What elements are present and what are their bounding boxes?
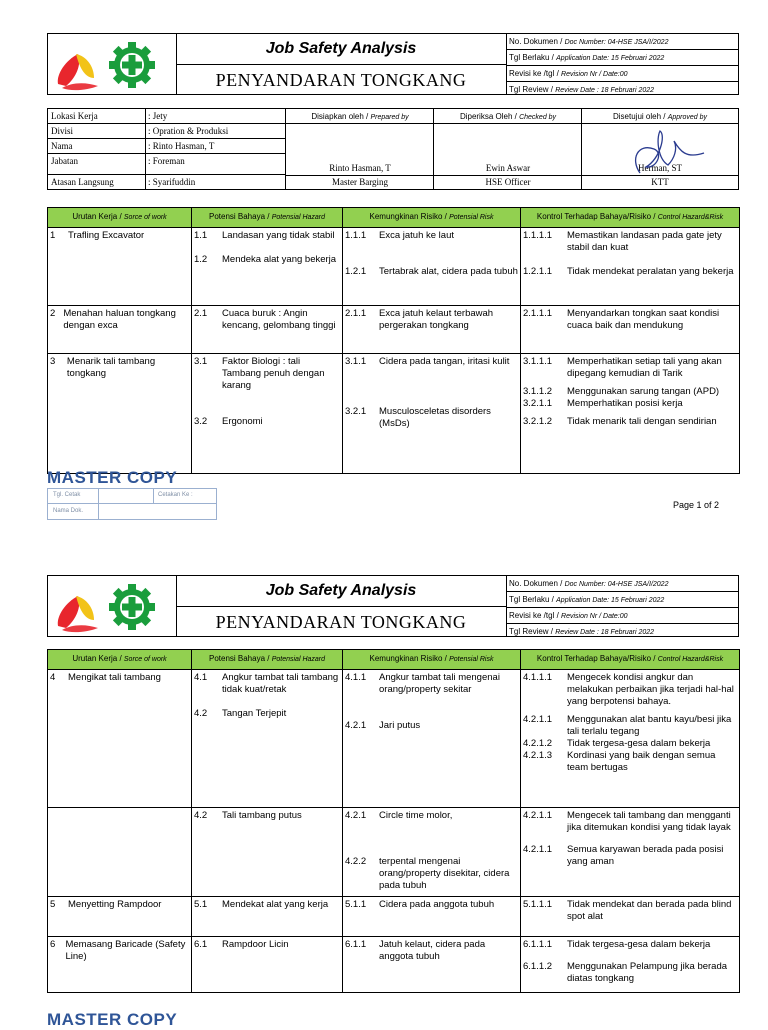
step-text: Menyetting Rampdoor bbox=[68, 899, 162, 910]
control-text: Mengecek kondisi angkur dan melakukan perbaikan jika terjadi hal-hal yang berpotensi bahaya. bbox=[567, 672, 734, 707]
company-logo bbox=[48, 34, 177, 94]
risk-text: Circle time molor, bbox=[379, 810, 453, 821]
hazard-number: 1.2 bbox=[194, 254, 208, 265]
value-jabatan: : Foreman bbox=[146, 154, 286, 175]
hazard-number: 3.1 bbox=[194, 356, 208, 367]
revision-row: Revisi ke /tgl / Revision Nr / Date:00 bbox=[506, 608, 738, 624]
control-text: Tidak mendekat dan berada pada blind spot alat bbox=[567, 899, 732, 922]
risk-entry bbox=[345, 939, 518, 963]
control-cell bbox=[521, 937, 740, 993]
hazard-entry bbox=[194, 416, 340, 428]
control-number: 4.2.1.1 bbox=[523, 714, 553, 725]
step-text: Memasang Baricade (Safety Line) bbox=[65, 939, 186, 962]
control-text: Tidak tergesa-gesa dalam bekerja bbox=[567, 939, 711, 950]
risk-cell bbox=[343, 897, 521, 937]
jsa-table-page-2 bbox=[47, 649, 740, 993]
hazard-number: 3.2 bbox=[194, 416, 208, 427]
risk-number: 1.1.1 bbox=[345, 230, 367, 241]
table-row bbox=[48, 306, 740, 354]
hazard-number: 5.1 bbox=[194, 899, 208, 910]
risk-number: 2.1.1 bbox=[345, 308, 367, 319]
control-text: Menggunakan Pelampung jika berada diatas tongkang bbox=[567, 961, 728, 984]
checked-by-header: Diperiksa Oleh / Checked by bbox=[434, 109, 582, 124]
hazard-number: 4.1 bbox=[194, 672, 208, 683]
control-text: Memperhatikan setiap tali yang akan dipegang kemudian di Tarik bbox=[567, 356, 722, 379]
header-potential-hazard: Potensi Bahaya / Potensial Hazard bbox=[192, 208, 343, 228]
work-step-cell bbox=[48, 354, 192, 474]
control-entry bbox=[523, 416, 737, 428]
risk-entry bbox=[345, 406, 518, 430]
jsa-table-header bbox=[48, 650, 740, 670]
step-number: 4 bbox=[50, 672, 56, 683]
master-copy-stamp-page-2 bbox=[47, 1010, 215, 1030]
header-source-of-work: Urutan Kerja / Sorce of work bbox=[48, 650, 192, 670]
control-entry bbox=[523, 939, 737, 951]
step-text: Menarik tali tambang tongkang bbox=[66, 356, 156, 379]
control-entry bbox=[523, 230, 737, 254]
checked-role: HSE Officer bbox=[485, 177, 531, 187]
control-entry bbox=[523, 308, 737, 332]
control-entry bbox=[523, 961, 737, 985]
control-entry bbox=[523, 844, 737, 868]
header-control: Kontrol Terhadap Bahaya/Risiko / Control Hazard&Risk bbox=[521, 650, 740, 670]
hazard-cell bbox=[192, 354, 343, 474]
step-text: Trafling Excavator bbox=[68, 230, 145, 241]
k3-logo-icon bbox=[48, 34, 176, 94]
work-step-cell bbox=[48, 808, 192, 897]
header-source-of-work: Urutan Kerja / Sorce of work bbox=[48, 208, 192, 228]
document-header-page-1 bbox=[47, 33, 739, 95]
control-cell bbox=[521, 670, 740, 808]
control-text: Menyandarkan tongkan saat kondisi cuaca baik dan mendukung bbox=[567, 308, 720, 331]
header-potential-hazard: Potensi Bahaya / Potensial Hazard bbox=[192, 650, 343, 670]
table-row bbox=[48, 897, 740, 937]
control-entry bbox=[523, 398, 737, 410]
step-number: 5 bbox=[50, 899, 56, 910]
stamp-tgl-cetak: Tgl. Cetak bbox=[53, 492, 81, 498]
hazard-cell bbox=[192, 937, 343, 993]
hazard-entry bbox=[194, 810, 340, 822]
document-header-page-2 bbox=[47, 575, 739, 637]
master-copy-stamp bbox=[47, 468, 215, 520]
control-number: 4.2.1.3 bbox=[523, 750, 553, 761]
control-entry bbox=[523, 714, 737, 738]
risk-number: 4.2.1 bbox=[345, 720, 367, 731]
work-step-cell bbox=[48, 228, 192, 306]
control-text: Semua karyawan berada pada posisi yang aman bbox=[567, 844, 724, 867]
hazard-entry bbox=[194, 939, 340, 951]
hazard-number: 1.1 bbox=[194, 230, 208, 241]
control-number: 5.1.1.1 bbox=[523, 899, 553, 910]
step-text: Mengikat tali tambang bbox=[68, 672, 161, 683]
control-text: Tidak tergesa-gesa dalam bekerja bbox=[567, 738, 711, 749]
risk-text: Exca jatuh ke laut bbox=[379, 230, 454, 241]
hazard-number: 6.1 bbox=[194, 939, 208, 950]
risk-text: Exca jatuh kelaut terbawah pergerakan tongkang bbox=[379, 308, 494, 331]
risk-text: Angkur tambat tali mengenai orang/property sekitar bbox=[379, 672, 500, 695]
risk-entry bbox=[345, 899, 518, 911]
hazard-cell bbox=[192, 228, 343, 306]
application-date-row: Tgl Berlaku / Application Date: 15 Februari 2022 bbox=[506, 592, 738, 608]
control-text: Memperhatikan posisi kerja bbox=[567, 398, 683, 409]
info-block bbox=[47, 108, 739, 190]
value-nama: : Rinto Hasman, T bbox=[146, 139, 286, 154]
stamp-title: MASTER COPY bbox=[47, 468, 178, 487]
document-subtitle: PENYANDARAN TONGKANG bbox=[215, 70, 467, 90]
prepared-by-header: Disiapkan oleh / Prepared by bbox=[286, 109, 434, 124]
risk-entry bbox=[345, 308, 518, 332]
hazard-text: Cuaca buruk : Angin kencang, gelombang tinggi bbox=[222, 308, 336, 331]
risk-text: Jatuh kelaut, cidera pada anggota tubuh bbox=[379, 939, 486, 962]
hazard-cell bbox=[192, 670, 343, 808]
hazard-entry bbox=[194, 230, 340, 242]
risk-text: terpental mengenai orang/property disekitar, cidera pada tubuh bbox=[379, 856, 510, 891]
control-number: 1.1.1.1 bbox=[523, 230, 553, 241]
approved-name: Herman, ST bbox=[638, 163, 682, 173]
review-date-row: Tgl Review / Review Date : 18 Februari 2022 bbox=[509, 627, 655, 636]
risk-number: 1.2.1 bbox=[345, 266, 367, 277]
control-text: Memastikan landasan pada gate jety stabil dan kuat bbox=[567, 230, 722, 253]
hazard-entry bbox=[194, 708, 340, 720]
control-entry bbox=[523, 750, 737, 774]
risk-entry bbox=[345, 230, 518, 242]
hazard-text: Landasan yang tidak stabil bbox=[222, 230, 335, 241]
doc-number-row: No. Dokumen / Doc Number: 04-HSE JSA/I/2022 bbox=[506, 576, 738, 592]
document-subtitle: PENYANDARAN TONGKANG bbox=[215, 612, 467, 632]
label-divisi: Divisi bbox=[48, 124, 146, 139]
risk-entry bbox=[345, 720, 518, 732]
control-number: 1.2.1.1 bbox=[523, 266, 553, 277]
control-entry bbox=[523, 810, 737, 834]
stamp-nama-dok: Nama Dok. bbox=[53, 508, 84, 514]
signature-icon bbox=[620, 129, 710, 179]
work-step-cell bbox=[48, 897, 192, 937]
approved-role: KTT bbox=[651, 177, 669, 187]
review-date-row: Tgl Review / Review Date : 18 Februari 2022 bbox=[509, 85, 655, 94]
risk-entry bbox=[345, 356, 518, 368]
header-potential-risk: Kemungkinan Risiko / Potensial Risk bbox=[343, 650, 521, 670]
jsa-table-page-1 bbox=[47, 207, 740, 474]
risk-text: Tertabrak alat, cidera pada tubuh bbox=[379, 266, 518, 277]
control-entry bbox=[523, 356, 737, 380]
control-number: 2.1.1.1 bbox=[523, 308, 553, 319]
step-number: 6 bbox=[50, 939, 56, 950]
hazard-cell bbox=[192, 306, 343, 354]
control-text: Tidak menarik tali dengan sendirian bbox=[567, 416, 717, 427]
document-meta bbox=[506, 576, 738, 636]
risk-cell bbox=[343, 228, 521, 306]
work-step-cell bbox=[48, 937, 192, 993]
label-nama: Nama bbox=[48, 139, 146, 154]
company-logo bbox=[48, 576, 177, 636]
risk-cell bbox=[343, 937, 521, 993]
hazard-text: Tali tambang putus bbox=[222, 810, 302, 821]
risk-number: 6.1.1 bbox=[345, 939, 367, 950]
risk-number: 4.1.1 bbox=[345, 672, 367, 683]
control-number: 4.1.1.1 bbox=[523, 672, 553, 683]
value-divisi: : Opration & Produksi bbox=[146, 124, 286, 139]
risk-cell bbox=[343, 670, 521, 808]
control-number: 4.2.1.1 bbox=[523, 844, 553, 855]
control-number: 3.2.1.2 bbox=[523, 416, 553, 427]
control-number: 4.2.1.1 bbox=[523, 810, 553, 821]
hazard-text: Tangan Terjepit bbox=[222, 708, 287, 719]
table-row bbox=[48, 937, 740, 993]
doc-number-row: No. Dokumen / Doc Number: 04-HSE JSA/I/2022 bbox=[506, 34, 738, 50]
risk-entry bbox=[345, 266, 518, 278]
risk-cell bbox=[343, 306, 521, 354]
risk-number: 5.1.1 bbox=[345, 899, 367, 910]
value-lokasi: : Jety bbox=[146, 109, 286, 124]
control-entry bbox=[523, 899, 737, 923]
risk-text: Musculosceletas disorders (MsDs) bbox=[379, 406, 491, 429]
hazard-text: Rampdoor Licin bbox=[222, 939, 289, 950]
hazard-entry bbox=[194, 672, 340, 696]
control-text: Mengecek tali tambang dan mengganti jika ditemukan kondisi yang tidak layak bbox=[567, 810, 731, 833]
jsa-table-header bbox=[48, 208, 740, 228]
work-step-cell bbox=[48, 670, 192, 808]
hazard-text: Ergonomi bbox=[222, 416, 263, 427]
control-text: Tidak mendekat peralatan yang bekerja bbox=[567, 266, 734, 277]
hazard-entry bbox=[194, 254, 340, 266]
table-row bbox=[48, 228, 740, 306]
control-text: Menggunakan alat bantu kayu/besi jika tali terlalu tegang bbox=[567, 714, 732, 737]
value-atasan: : Syarifuddin bbox=[146, 175, 286, 190]
control-cell bbox=[521, 228, 740, 306]
document-title: Job Safety Analysis bbox=[176, 34, 506, 65]
table-row bbox=[48, 670, 740, 808]
hazard-text: Faktor Biologi : tali Tambang penuh dengan karang bbox=[222, 356, 325, 391]
control-cell bbox=[521, 354, 740, 474]
stamp-box bbox=[47, 488, 217, 520]
control-number: 6.1.1.2 bbox=[523, 961, 553, 972]
control-cell bbox=[521, 808, 740, 897]
page-number: Page 1 of 2 bbox=[673, 500, 720, 510]
header-potential-risk: Kemungkinan Risiko / Potensial Risk bbox=[343, 208, 521, 228]
hazard-text: Mendekat alat yang kerja bbox=[222, 899, 329, 910]
checked-name: Ewin Aswar bbox=[485, 163, 531, 173]
step-number: 3 bbox=[50, 356, 56, 367]
step-text: Menahan haluan tongkang dengan exca bbox=[63, 308, 176, 331]
control-number: 3.1.1.1 bbox=[523, 356, 553, 367]
risk-entry bbox=[345, 810, 518, 822]
prepared-role: Master Barging bbox=[331, 177, 389, 187]
risk-number: 3.1.1 bbox=[345, 356, 367, 367]
control-cell bbox=[521, 897, 740, 937]
control-entry bbox=[523, 266, 737, 278]
label-jabatan: Jabatan bbox=[48, 154, 146, 175]
label-lokasi: Lokasi Kerja bbox=[48, 109, 146, 124]
risk-text: Jari putus bbox=[379, 720, 421, 731]
step-number: 2 bbox=[50, 308, 56, 319]
risk-text: Cidera pada tangan, iritasi kulit bbox=[379, 356, 510, 367]
hazard-entry bbox=[194, 356, 340, 392]
header-control: Kontrol Terhadap Bahaya/Risiko / Control Hazard&Risk bbox=[521, 208, 740, 228]
risk-text: Cidera pada anggota tubuh bbox=[379, 899, 495, 910]
control-text: Menggunakan sarung tangan (APD) bbox=[567, 386, 720, 397]
control-number: 4.2.1.2 bbox=[523, 738, 553, 749]
control-number: 6.1.1.1 bbox=[523, 939, 553, 950]
control-text: Kordinasi yang baik dengan semua team bertugas bbox=[567, 750, 716, 773]
control-number: 3.2.1.1 bbox=[523, 398, 553, 409]
risk-entry bbox=[345, 672, 518, 696]
hazard-text: Angkur tambat tali tambang tidak kuat/retak bbox=[222, 672, 339, 695]
work-step-cell bbox=[48, 306, 192, 354]
hazard-cell bbox=[192, 808, 343, 897]
table-row bbox=[48, 808, 740, 897]
hazard-number: 4.2 bbox=[194, 708, 208, 719]
table-row bbox=[48, 354, 740, 474]
risk-number: 4.2.1 bbox=[345, 810, 367, 821]
risk-number: 4.2.2 bbox=[345, 856, 367, 867]
stamp-cetakan-ke: Cetakan Ke : bbox=[158, 492, 193, 498]
label-atasan: Atasan Langsung bbox=[48, 175, 146, 190]
control-number: 3.1.1.2 bbox=[523, 386, 553, 397]
hazard-entry bbox=[194, 308, 340, 332]
step-number: 1 bbox=[50, 230, 56, 241]
control-entry bbox=[523, 386, 737, 398]
approved-by-header: Disetujui oleh / Approved by bbox=[582, 109, 738, 124]
control-cell bbox=[521, 306, 740, 354]
document-title: Job Safety Analysis bbox=[176, 576, 506, 607]
hazard-number: 2.1 bbox=[194, 308, 208, 319]
prepared-name: Rinto Hasman, T bbox=[329, 163, 391, 173]
k3-logo-icon bbox=[48, 576, 176, 636]
document-meta bbox=[506, 34, 738, 94]
risk-entry bbox=[345, 856, 518, 892]
risk-cell bbox=[343, 808, 521, 897]
revision-row: Revisi ke /tgl / Revision Nr / Date:00 bbox=[506, 66, 738, 82]
risk-number: 3.2.1 bbox=[345, 406, 367, 417]
control-entry bbox=[523, 738, 737, 750]
hazard-entry bbox=[194, 899, 340, 911]
risk-cell bbox=[343, 354, 521, 474]
stamp-title: MASTER COPY bbox=[47, 1010, 178, 1029]
hazard-cell bbox=[192, 897, 343, 937]
application-date-row: Tgl Berlaku / Application Date: 15 Februari 2022 bbox=[506, 50, 738, 66]
hazard-number: 4.2 bbox=[194, 810, 208, 821]
hazard-text: Mendeka alat yang bekerja bbox=[222, 254, 337, 265]
control-entry bbox=[523, 672, 737, 708]
